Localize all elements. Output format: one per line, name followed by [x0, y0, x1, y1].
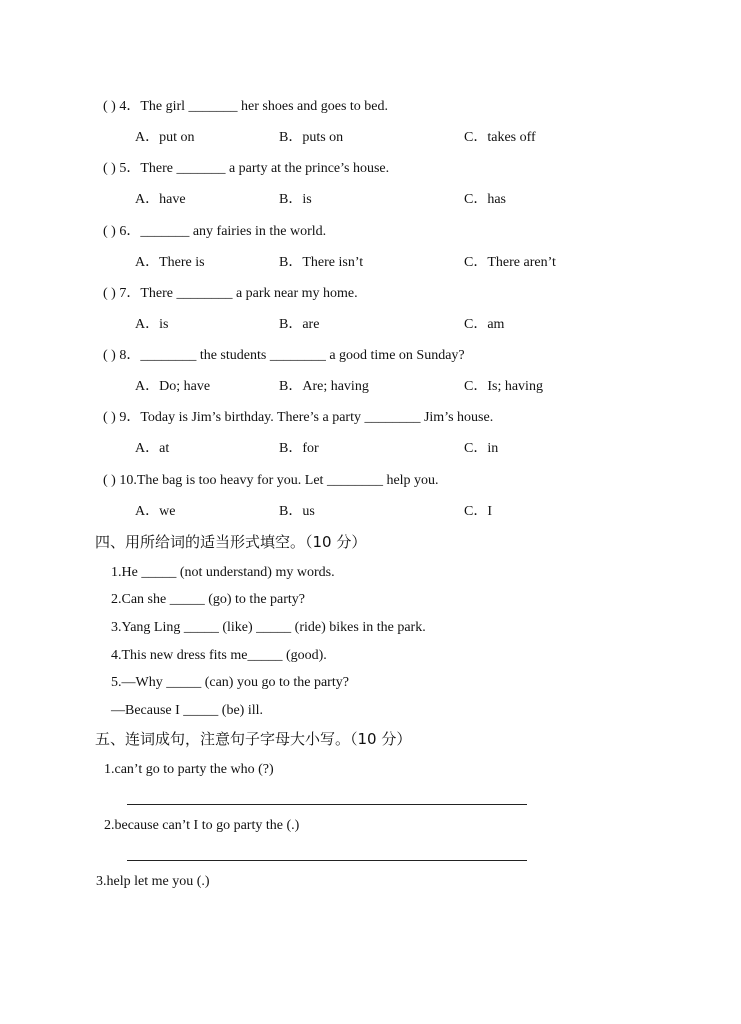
question-7-stem: ( ) 7．There ________ a park near my home. [103, 286, 358, 301]
question-8-option-a: A．Do; have [135, 379, 211, 394]
question-10-stem: ( ) 10.The bag is too heavy for you. Let ________ help you. [103, 473, 439, 488]
fill-in-item-5-answer: —Because I _____ (be) ill. [111, 703, 264, 718]
section-4-heading: 四、用所给词的适当形式填空。（10 分） [95, 533, 367, 551]
question-10-option-c: C．I [464, 504, 492, 519]
question-8-option-b: B．Are; having [279, 379, 369, 394]
question-9-option-a: A．at [135, 441, 170, 456]
answer-line-1[interactable] [127, 804, 527, 805]
question-9-option-c: C．in [464, 441, 499, 456]
question-6-stem: ( ) 6．_______ any fairies in the world. [103, 224, 327, 239]
fill-in-item-3: 3.Yang Ling _____ (like) _____ (ride) bikes in the park. [111, 620, 426, 635]
question-4-option-b: B．puts on [279, 130, 344, 145]
word-order-item-2: 2.because can’t I to go party the (.) [104, 818, 300, 833]
fill-in-item-4: 4.This new dress fits me_____ (good). [111, 648, 327, 663]
question-5-option-c: C．has [464, 192, 506, 207]
question-10-option-b: B．us [279, 504, 315, 519]
question-5-option-a: A．have [135, 192, 186, 207]
word-order-item-3: 3.help let me you (.) [96, 874, 210, 889]
fill-in-item-5: 5.—Why _____ (can) you go to the party? [111, 675, 349, 690]
fill-in-item-2: 2.Can she _____ (go) to the party? [111, 592, 306, 607]
question-9-option-b: B．for [279, 441, 319, 456]
question-4-option-a: A．put on [135, 130, 195, 145]
question-5-stem: ( ) 5．There _______ a party at the prince’s house. [103, 161, 390, 176]
fill-in-item-1: 1.He _____ (not understand) my words. [111, 565, 335, 580]
question-7-option-c: C．am [464, 317, 505, 332]
question-6-option-a: A．There is [135, 255, 205, 270]
question-5-option-b: B．is [279, 192, 312, 207]
question-4-stem: ( ) 4．The girl _______ her shoes and goes to bed. [103, 99, 388, 114]
question-6-option-b: B．There isn’t [279, 255, 364, 270]
question-10-option-a: A．we [135, 504, 176, 519]
question-6-option-c: C．There aren’t [464, 255, 556, 270]
section-5-heading: 五、连词成句，注意句子字母大小写。（10 分） [95, 730, 412, 748]
question-9-stem: ( ) 9．Today is Jim’s birthday. There’s a party ________ Jim’s house. [103, 410, 494, 425]
answer-line-2[interactable] [127, 860, 527, 861]
question-4-option-c: C．takes off [464, 130, 536, 145]
question-8-option-c: C．Is; having [464, 379, 543, 394]
question-8-stem: ( ) 8．________ the students ________ a good time on Sunday? [103, 348, 465, 363]
word-order-item-1: 1.can’t go to party the who (?) [104, 762, 274, 777]
question-7-option-a: A．is [135, 317, 169, 332]
question-7-option-b: B．are [279, 317, 320, 332]
